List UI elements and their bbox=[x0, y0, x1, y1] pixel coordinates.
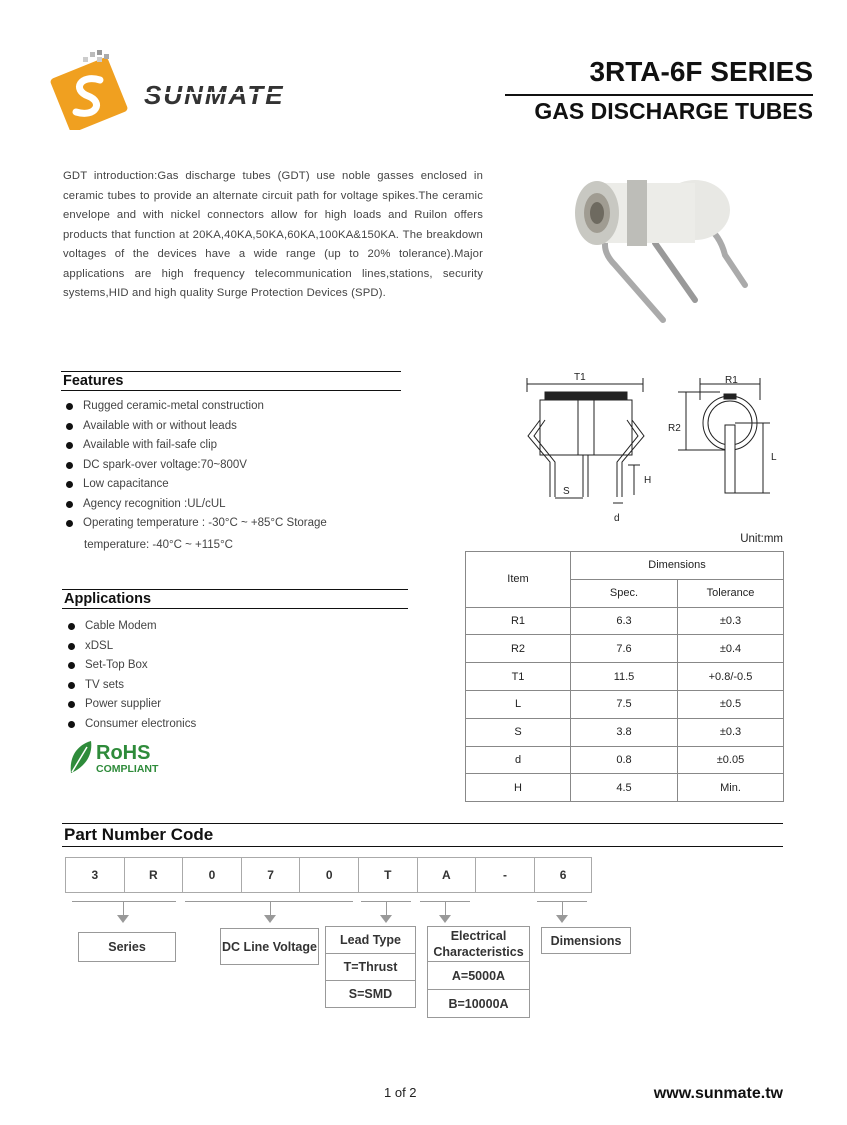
code-cell: 0 bbox=[182, 857, 241, 893]
code-cell: 0 bbox=[299, 857, 358, 893]
rohs-compliant-text: COMPLIANT bbox=[96, 763, 159, 775]
rohs-badge bbox=[67, 739, 167, 775]
arrow-stem bbox=[123, 901, 124, 915]
dc-line-voltage-box: DC Line Voltage bbox=[220, 928, 319, 965]
cell-spec: 6.3 bbox=[571, 607, 678, 635]
cell-spec: 3.8 bbox=[571, 718, 678, 746]
code-cell: - bbox=[475, 857, 534, 893]
lead-smd-box: S=SMD bbox=[325, 980, 416, 1008]
table-row bbox=[466, 663, 784, 691]
head-item: Item bbox=[466, 552, 571, 608]
table-row bbox=[466, 718, 784, 746]
cell-tolerance: ±0.3 bbox=[678, 718, 784, 746]
lead-type-box: Lead Type bbox=[325, 926, 416, 954]
table-row bbox=[466, 774, 784, 802]
code-cell: 3 bbox=[65, 857, 124, 893]
cell-tolerance: ±0.4 bbox=[678, 635, 784, 663]
cell-item: S bbox=[466, 718, 571, 746]
label-d: d bbox=[614, 513, 620, 524]
code-cell: 7 bbox=[241, 857, 300, 893]
cell-item: R1 bbox=[466, 607, 571, 635]
list-item: Low capacitance bbox=[63, 475, 403, 495]
bracket-line bbox=[72, 901, 176, 902]
bracket-line bbox=[185, 901, 353, 902]
website-url: www.sunmate.tw bbox=[653, 1085, 783, 1102]
dimensions-box: Dimensions bbox=[541, 927, 631, 954]
cell-tolerance: ±0.05 bbox=[678, 746, 784, 774]
cell-spec: 7.6 bbox=[571, 635, 678, 663]
list-item: Rugged ceramic-metal construction bbox=[63, 397, 403, 417]
list-item: Cable Modem bbox=[65, 617, 365, 637]
page-number: 1 of 2 bbox=[384, 1085, 417, 1100]
label-l: L bbox=[771, 452, 777, 463]
storage-temperature-text: temperature: -40°C ~ +115°C bbox=[84, 539, 233, 551]
code-cell: R bbox=[124, 857, 183, 893]
label-t1: T1 bbox=[574, 372, 586, 383]
sunmate-logo bbox=[50, 48, 330, 130]
code-cell: 6 bbox=[534, 857, 593, 893]
arrow-down-icon bbox=[117, 915, 129, 923]
cell-tolerance: ±0.3 bbox=[678, 607, 784, 635]
table-row bbox=[466, 552, 784, 580]
label-h: H bbox=[644, 475, 652, 486]
table-row bbox=[466, 635, 784, 663]
cell-tolerance: Min. bbox=[678, 774, 784, 802]
series-title: 3RTA-6F SERIES bbox=[589, 56, 813, 87]
features-heading: Features bbox=[61, 371, 401, 391]
elec-a-box: A=5000A bbox=[427, 961, 530, 990]
cell-item: d bbox=[466, 746, 571, 774]
list-item: Operating temperature : -30°C ~ +85°C Storage bbox=[63, 514, 403, 534]
list-item: Available with fail-safe clip bbox=[63, 436, 403, 456]
label-s: S bbox=[563, 486, 570, 497]
list-item: Consumer electronics bbox=[65, 715, 365, 735]
table-row bbox=[466, 746, 784, 774]
lead-thrust-box: T=Thrust bbox=[325, 953, 416, 981]
elec-b-box: B=10000A bbox=[427, 989, 530, 1018]
unit-label: Unit:mm bbox=[740, 533, 783, 545]
arrow-stem bbox=[445, 901, 446, 915]
cell-tolerance: +0.8/-0.5 bbox=[678, 663, 784, 691]
head-tolerance: Tolerance bbox=[678, 579, 784, 607]
arrow-stem bbox=[386, 901, 387, 915]
cell-item: L bbox=[466, 690, 571, 718]
code-cell: A bbox=[417, 857, 476, 893]
dimensions-table bbox=[465, 551, 784, 802]
applications-heading: Applications bbox=[62, 589, 408, 609]
arrow-stem bbox=[270, 901, 271, 915]
applications-list bbox=[65, 617, 365, 734]
list-item: TV sets bbox=[65, 676, 365, 696]
cell-item: H bbox=[466, 774, 571, 802]
label-r2: R2 bbox=[668, 423, 681, 434]
cell-spec: 4.5 bbox=[571, 774, 678, 802]
logo-mark-icon bbox=[50, 50, 129, 130]
arrow-down-icon bbox=[380, 915, 392, 923]
product-photo bbox=[545, 165, 770, 330]
dimension-drawing bbox=[520, 370, 810, 530]
title-divider bbox=[505, 94, 813, 96]
list-item: DC spark-over voltage:70~800V bbox=[63, 456, 403, 476]
cell-spec: 11.5 bbox=[571, 663, 678, 691]
series-box: Series bbox=[78, 932, 176, 962]
list-item: Power supplier bbox=[65, 695, 365, 715]
electrical-characteristics-box: Electrical Characteristics bbox=[427, 926, 530, 962]
head-spec: Spec. bbox=[571, 579, 678, 607]
arrow-stem bbox=[562, 901, 563, 915]
label-r1: R1 bbox=[725, 375, 738, 386]
part-number-heading: Part Number Code bbox=[62, 823, 783, 847]
product-subtitle: GAS DISCHARGE TUBES bbox=[534, 98, 813, 124]
cell-spec: 0.8 bbox=[571, 746, 678, 774]
brand-wordmark: SUNMATE bbox=[144, 80, 285, 110]
leaf-icon bbox=[71, 741, 92, 773]
table-row bbox=[466, 607, 784, 635]
rohs-text: RoHS bbox=[96, 742, 151, 764]
list-item: xDSL bbox=[65, 637, 365, 657]
arrow-down-icon bbox=[439, 915, 451, 923]
list-item: Available with or without leads bbox=[63, 417, 403, 437]
list-item: Set-Top Box bbox=[65, 656, 365, 676]
arrow-down-icon bbox=[556, 915, 568, 923]
head-dimensions: Dimensions bbox=[571, 552, 784, 580]
cell-tolerance: ±0.5 bbox=[678, 690, 784, 718]
list-item: Agency recognition :UL/cUL bbox=[63, 495, 403, 515]
table-row bbox=[466, 690, 784, 718]
arrow-down-icon bbox=[264, 915, 276, 923]
cell-item: R2 bbox=[466, 635, 571, 663]
intro-paragraph: GDT introduction:Gas discharge tubes (GDT) use noble gasses enclosed in ceramic tubes to provide an alternate circuit path for voltage spikes.The ceramic envelope and with nickel connectors allow for high loads and Ruilon offers products that function at 20KA,40KA,50KA,60KA,100KA&150KA. The breakdown voltages of the devices have a wide range (up to 20% tolerance).Major applications are high frequency telecommunication lines,stations, security systems,HID and high quality Surge Protection Devices (SPD). bbox=[63, 170, 483, 299]
code-cell: T bbox=[358, 857, 417, 893]
cell-item: T1 bbox=[466, 663, 571, 691]
features-list bbox=[63, 397, 403, 534]
part-code-row bbox=[65, 857, 592, 893]
cell-spec: 7.5 bbox=[571, 690, 678, 718]
